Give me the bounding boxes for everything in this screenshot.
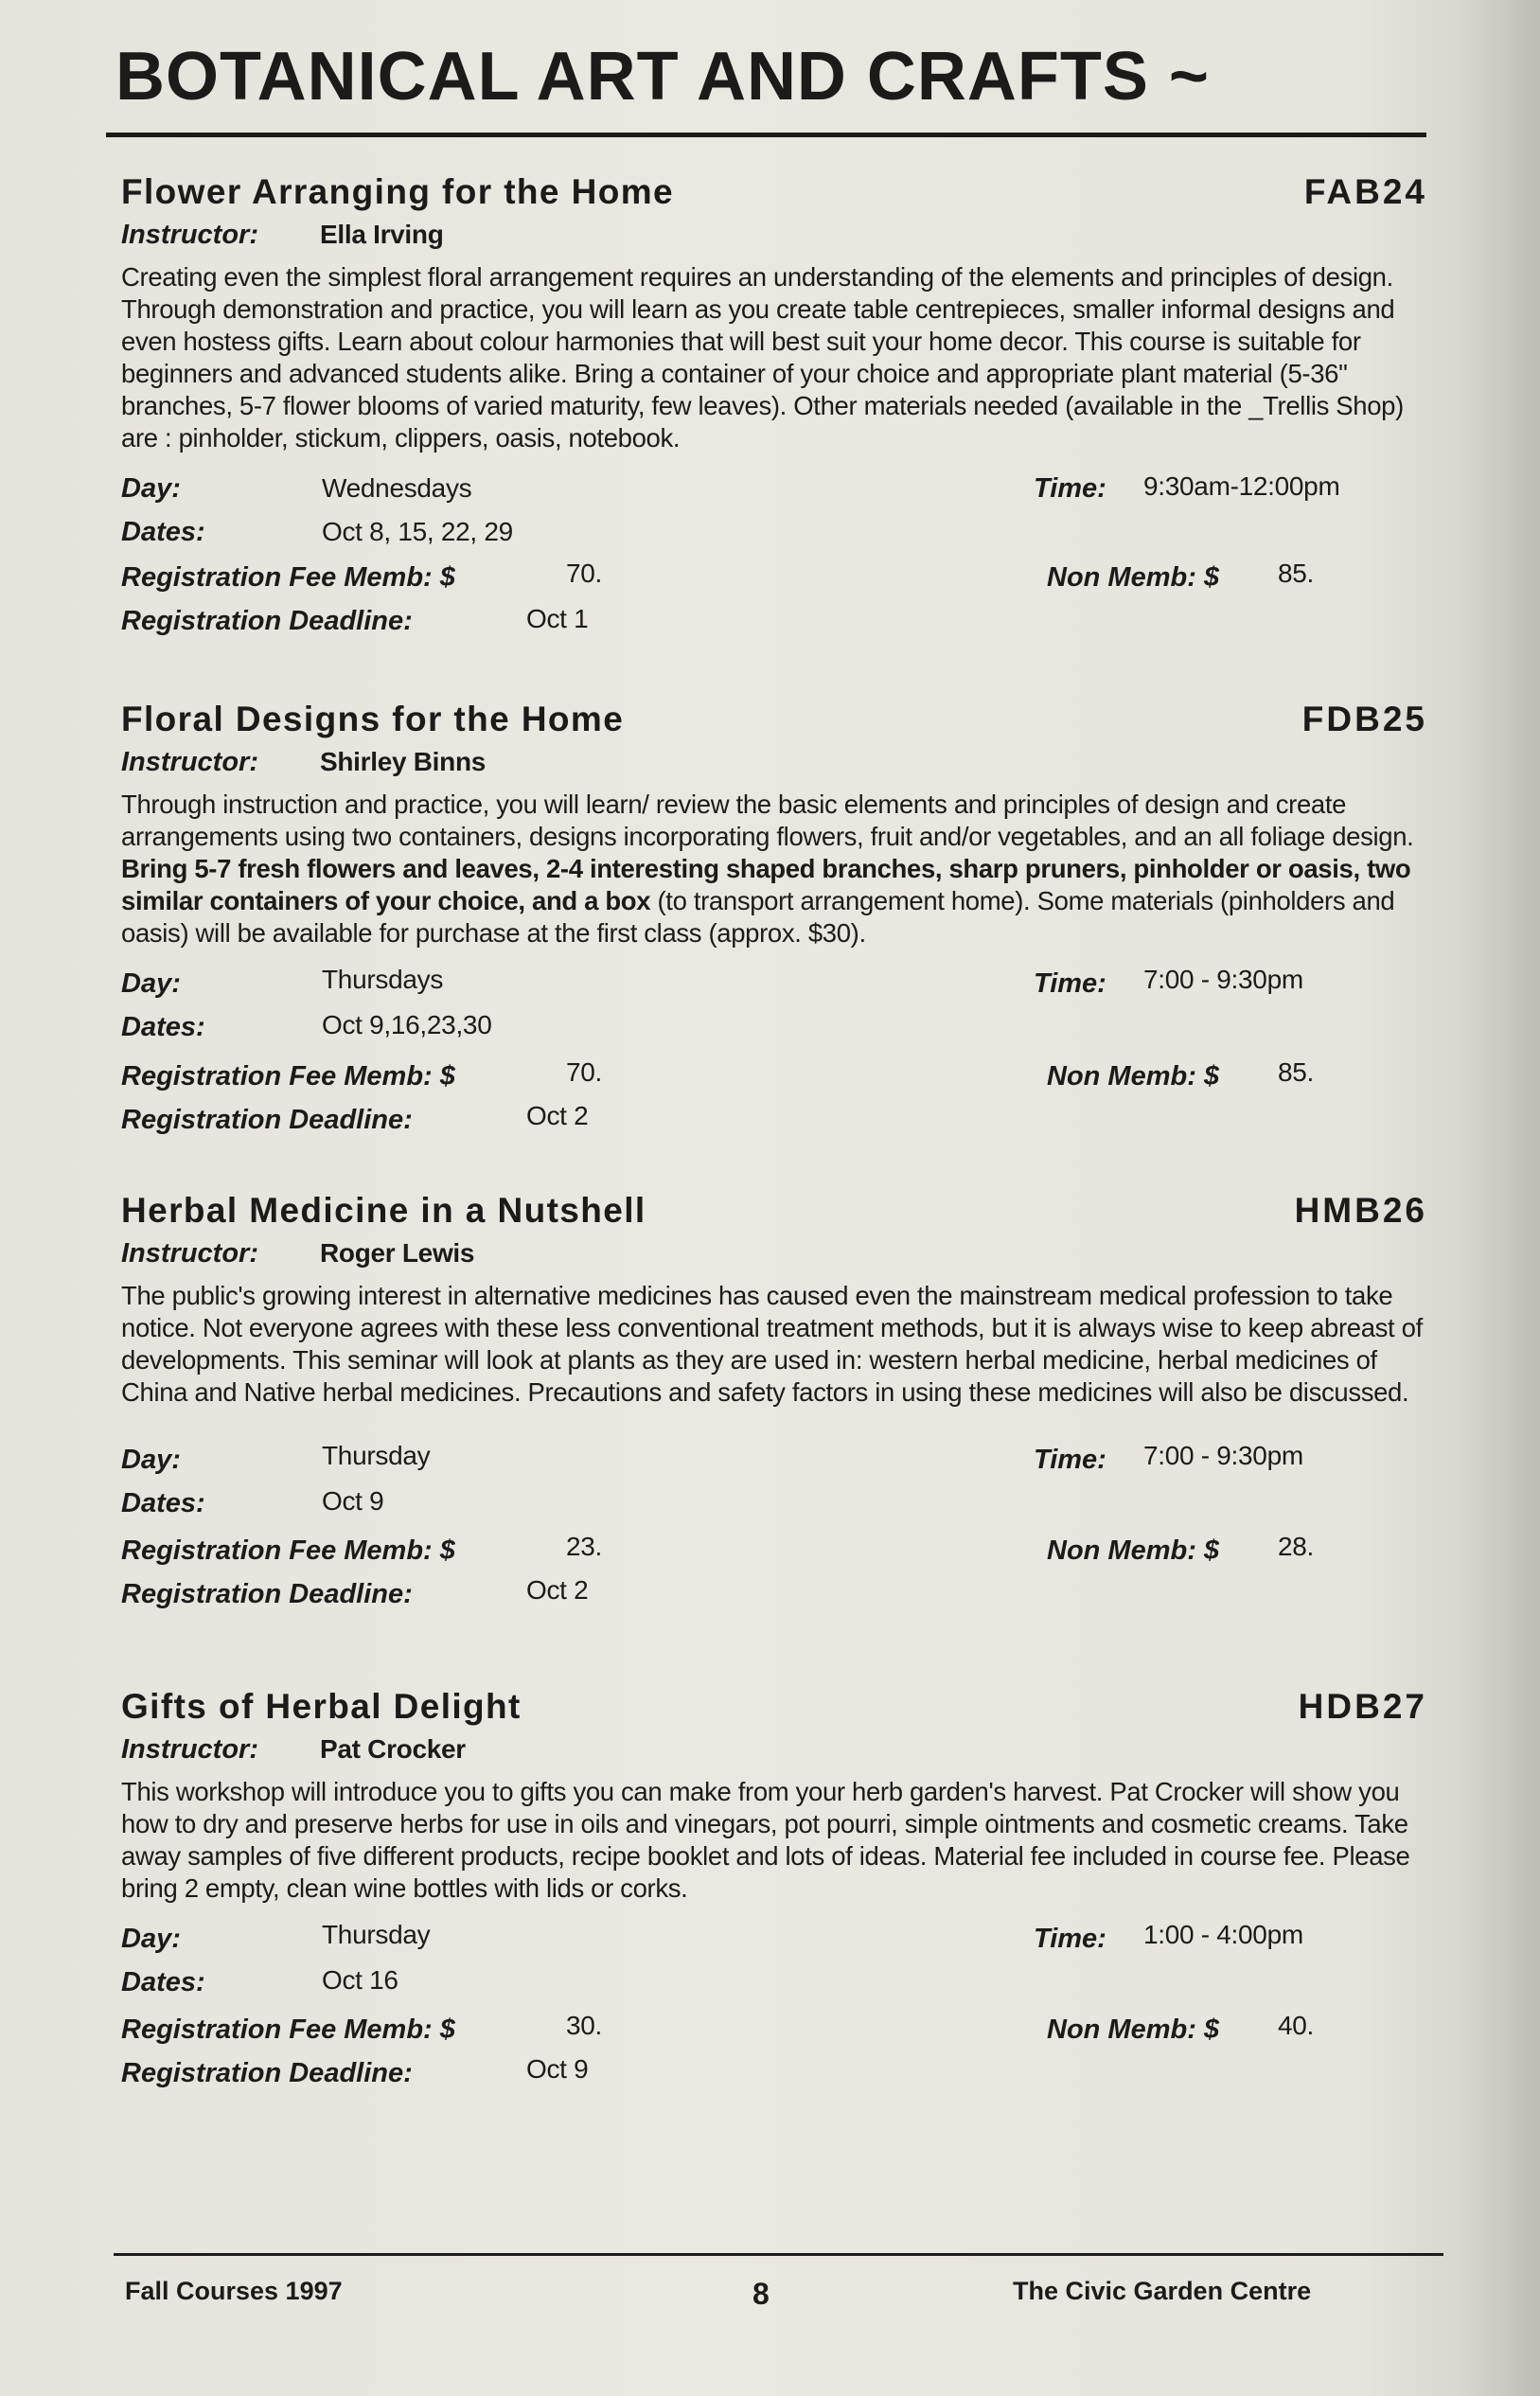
fee-nonmember-value: 28.	[1278, 1532, 1315, 1561]
fee-nonmember-label: Non Memb: $	[1047, 2014, 1220, 2045]
day-value: Wednesdays	[322, 473, 472, 503]
fee-member-value: 30.	[566, 2011, 603, 2040]
course-description: Creating even the simplest floral arrangement requires an understanding of the elements and principles of design. Through demonstration and practice, you will learn as you create table centrepieces, smaller informal designs and even hostess gifts. Learn about colour harmonies that will best suit your home decor. This course is suitable for beginners and advanced students alike. Bring a container of your choice and appropriate plant material (5-36" branches, 5-7 flower blooms of varied maturity, few leaves). Other materials needed (available in the _Trellis Shop) are : pinholder, stickum, clippers, oasis, notebook.	[121, 262, 1404, 453]
dates-label: Dates:	[121, 1012, 205, 1042]
fee-nonmember-value: 85.	[1278, 559, 1315, 588]
course-title: Gifts of Herbal Delight	[121, 1687, 522, 1726]
course-block	[121, 1191, 1427, 1624]
fee-member-value: 70.	[566, 1057, 603, 1087]
instructor-name: Roger Lewis	[320, 1238, 475, 1268]
instructor-name: Shirley Binns	[320, 747, 487, 776]
dates-value: Oct 16	[322, 1965, 398, 1995]
fee-nonmember-label: Non Memb: $	[1047, 1535, 1220, 1566]
fee-member-value: 70.	[566, 559, 603, 588]
time-value: 7:00 - 9:30pm	[1143, 965, 1303, 994]
deadline-label: Registration Deadline:	[121, 1105, 413, 1135]
course-title: Herbal Medicine in a Nutshell	[121, 1191, 646, 1230]
day-label: Day:	[121, 473, 181, 504]
time-label: Time:	[1034, 1445, 1106, 1475]
day-value: Thursdays	[322, 965, 444, 994]
dates-value: Oct 9	[322, 1486, 384, 1516]
fee-nonmember-value: 40.	[1278, 2011, 1315, 2040]
fee-member-value: 23.	[566, 1532, 603, 1561]
dates-value: Oct 9,16,23,30	[322, 1010, 492, 1039]
fee-member-label: Registration Fee Memb: $	[121, 1535, 455, 1566]
course-block	[121, 700, 1427, 1148]
day-label: Day:	[121, 968, 181, 999]
fee-nonmember-value: 85.	[1278, 1057, 1315, 1087]
dates-value: Oct 8, 15, 22, 29	[322, 517, 513, 546]
course-code: HMB26	[1294, 1191, 1427, 1230]
course-title: Flower Arranging for the Home	[121, 172, 674, 211]
fee-nonmember-label: Non Memb: $	[1047, 1061, 1220, 1092]
time-value: 9:30am-12:00pm	[1143, 471, 1340, 501]
time-label: Time:	[1034, 1924, 1106, 1954]
day-value: Thursday	[322, 1441, 431, 1470]
course-description: This workshop will introduce you to gifts you can make from your herb garden's harvest. Pat Crocker will show you how to dry and preserve herbs for use in oils and vinegars, pot pourri, simple ointments and cosmetic creams. Take away samples of five different products, recipe booklet and lots of ideas. Material fee included in course fee. Please bring 2 empty, clean wine bottles with lids or corks.	[121, 1777, 1410, 1903]
deadline-label: Registration Deadline:	[121, 2058, 413, 2088]
instructor-label: Instructor:	[121, 220, 258, 250]
course-block	[121, 1687, 1427, 2103]
day-value: Thursday	[322, 1920, 431, 1949]
page-title: BOTANICAL ART AND CRAFTS ~	[115, 39, 1210, 115]
deadline-label: Registration Deadline:	[121, 606, 413, 636]
course-description	[121, 789, 1432, 950]
time-label: Time:	[1034, 473, 1106, 504]
deadline-value: Oct 1	[526, 604, 589, 633]
time-value: 7:00 - 9:30pm	[1143, 1441, 1303, 1470]
course-code: FDB25	[1301, 700, 1427, 738]
description-materials-bold: Bring 5-7 fresh flowers and leaves, 2-4 interesting shaped branches, sharp pruners, pinholder or oasis, two similar containers of your choice, and a box	[121, 854, 1411, 915]
course-title: Floral Designs for the Home	[121, 700, 625, 738]
description-text: Through instruction and practice, you will learn/ review the basic elements and principles of design and create arrangements using two containers, designs incorporating flowers, fruit and/or vegetables, and an all foliage design.	[121, 790, 1414, 851]
deadline-label: Registration Deadline:	[121, 1579, 413, 1609]
fee-nonmember-label: Non Memb: $	[1047, 562, 1220, 593]
deadline-value: Oct 2	[526, 1575, 589, 1605]
instructor-name: Ella Irving	[320, 220, 444, 249]
footer-organization: The Civic Garden Centre	[1013, 2277, 1312, 2305]
instructor-name: Pat Crocker	[320, 1734, 466, 1764]
time-label: Time:	[1034, 968, 1106, 999]
day-label: Day:	[121, 1445, 181, 1475]
fee-member-label: Registration Fee Memb: $	[121, 1061, 455, 1092]
dates-label: Dates:	[121, 1488, 205, 1518]
time-value: 1:00 - 4:00pm	[1143, 1920, 1303, 1949]
day-label: Day:	[121, 1924, 181, 1954]
dates-label: Dates:	[121, 517, 205, 547]
course-description: The public's growing interest in alternative medicines has caused even the mainstream medical profession to take notice. Not everyone agrees with these less conventional treatment methods, but it is always wise to keep abreast of developments. This seminar will look at plants as they are used in: western herbal medicine, herbal medicines of China and Native herbal medicines. Precautions and safety factors in using these medicines will also be discussed.	[121, 1281, 1423, 1407]
course-block	[121, 172, 1427, 653]
instructor-label: Instructor:	[121, 1238, 258, 1269]
description-text: (to transport arrangement home). Some materials (pinholders and oasis) will be available for purchase at the first class (approx. $30).	[121, 886, 1395, 948]
course-code: FAB24	[1303, 172, 1427, 211]
instructor-label: Instructor:	[121, 747, 258, 777]
title-divider	[106, 133, 1426, 137]
course-code: HDB27	[1298, 1687, 1427, 1726]
footer-divider	[114, 2253, 1443, 2256]
fee-member-label: Registration Fee Memb: $	[121, 2014, 455, 2045]
page-number: 8	[752, 2277, 770, 2311]
dates-label: Dates:	[121, 1967, 205, 1997]
deadline-value: Oct 9	[526, 2054, 589, 2084]
footer-season: Fall Courses 1997	[125, 2277, 343, 2305]
instructor-label: Instructor:	[121, 1734, 258, 1765]
deadline-value: Oct 2	[526, 1101, 589, 1130]
fee-member-label: Registration Fee Memb: $	[121, 562, 455, 593]
